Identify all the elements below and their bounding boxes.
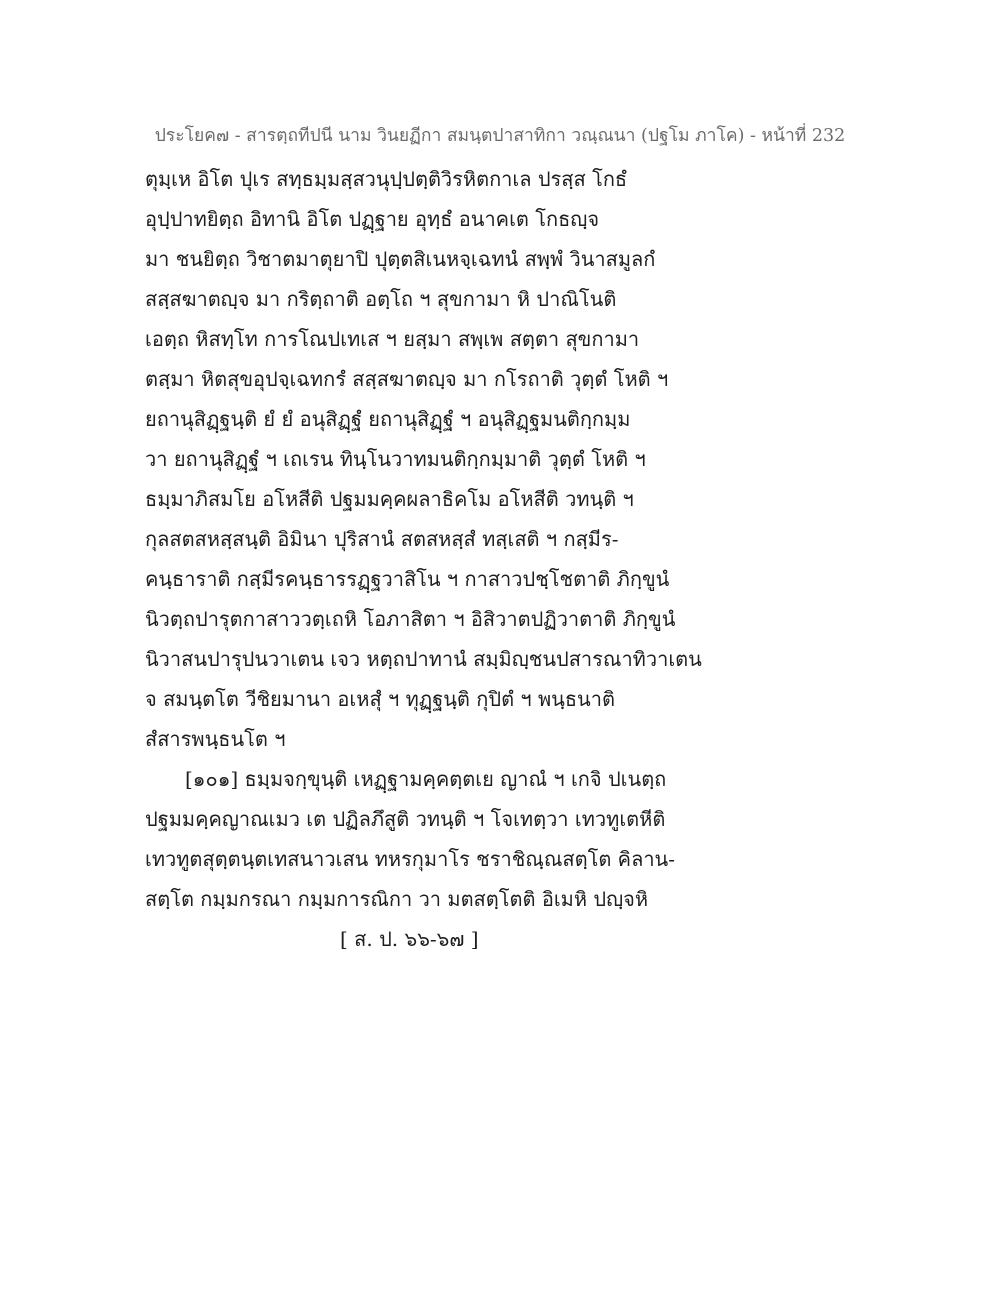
text-line: นิวาสนปารุปนวาเตน เจว หตฺถปาทานํ สมฺมิญฺชนปสารณาทิวาเตน — [145, 647, 702, 671]
text-line: อุปฺปาทยิตฺถ อิทานิ อิโต ปฏฺฐาย อุทฺธํ อนาคเต โกธญฺจ — [145, 207, 600, 231]
text-line: ธมฺมาภิสมโย อโหสีติ ปฐมมคฺคผลาธิคโม อโหสีติ วทนฺติ ฯ — [145, 487, 634, 511]
text-line: สํสารพนฺธนโต ฯ — [145, 727, 286, 751]
text-line: สสฺสฆาตญฺจ มา กริตฺถาติ อตฺโถ ฯ สุขกามา หิ ปาณิโนติ — [145, 287, 617, 311]
text-line: คนฺธาราติ กสฺมีรคนฺธารรฏฺฐวาสิโน ฯ กาสาวปชฺโชตาติ ภิกฺขูนํ — [145, 567, 670, 591]
running-header: ประโยค๗ - สารตฺถทีปนี นาม วินยฏีกา สมนฺตปาสาทิกา วณฺณนา (ปฐโม ภาโค) - หน้าที่ 232 — [154, 126, 846, 146]
text-line: ปฐมมคฺคญาณเมว เต ปฏิลภึสูติ วทนฺติ ฯ โจเทตฺวา เทวทูเตหีติ — [145, 807, 666, 831]
text-line: กุลสตสหสฺสนฺติ อิมินา ปุริสานํ สตสหสฺสํ ทสฺเสติ ฯ กสฺมีร- — [145, 527, 619, 551]
text-line: ตุมฺเห อิโต ปุเร สทฺธมฺมสฺสวนุปฺปตฺติวิรหิตกาเล ปรสฺส โกธํ — [145, 167, 628, 191]
text-line: จ สมนฺตโต วีชิยมานา อเหสุํ ฯ ทุฏฺฐนฺติ กุปิตํ ฯ พนฺธนาติ — [145, 687, 615, 711]
footnote-reference: [ ส. ป. ๖๖-๖๗ ] — [340, 927, 479, 951]
text-line: วา ยถานุสิฏฺฐํ ฯ เถเรน ทินฺโนวาทมนติกฺกมฺมาติ วุตฺตํ โหติ ฯ — [145, 447, 646, 471]
text-line: เทวทูตสุตฺตนฺตเทสนาวเสน ทหรกุมาโร ชราชิณฺณสตฺโต คิลาน- — [145, 847, 675, 871]
text-line: นิวตฺถปารุตกาสาววตฺเถหิ โอภาสิตา ฯ อิสิวาตปฏิวาตาติ ภิกฺขูนํ — [145, 607, 676, 631]
text-line: ตสฺมา หิตสุขอุปจฺเฉทกรํ สสฺสฆาตญฺจ มา กโรถาติ วุตฺตํ โหติ ฯ — [145, 367, 669, 391]
text-line: ยถานุสิฏฺฐนฺติ ยํ ยํ อนุสิฏฺฐํ ยถานุสิฏฺฐํ ฯ อนุสิฏฺฐมนติกฺกมฺม — [145, 407, 631, 431]
paragraph-first-line: [๑๐๑] ธมฺมจกฺขุนฺติ เหฏฺฐามคฺคตฺตเย ญาณํ ฯ เกจิ ปเนตฺถ — [185, 767, 667, 791]
body-text — [145, 159, 845, 959]
text-line: สตฺโต กมฺมกรณา กมฺมการณิกา วา มตสตฺโตติ อิเมหิ ปญฺจหิ — [145, 887, 649, 911]
text-line: เอตฺถ หิสทฺโท การโณปเทเส ฯ ยสฺมา สพฺเพ สตฺตา สุขกามา — [145, 327, 640, 351]
text-line: มา ชนยิตฺถ วิชาตมาตุยาปิ ปุตฺตสิเนหจฺเฉทนํ สพฺพํ วินาสมูลกํ — [145, 247, 656, 271]
